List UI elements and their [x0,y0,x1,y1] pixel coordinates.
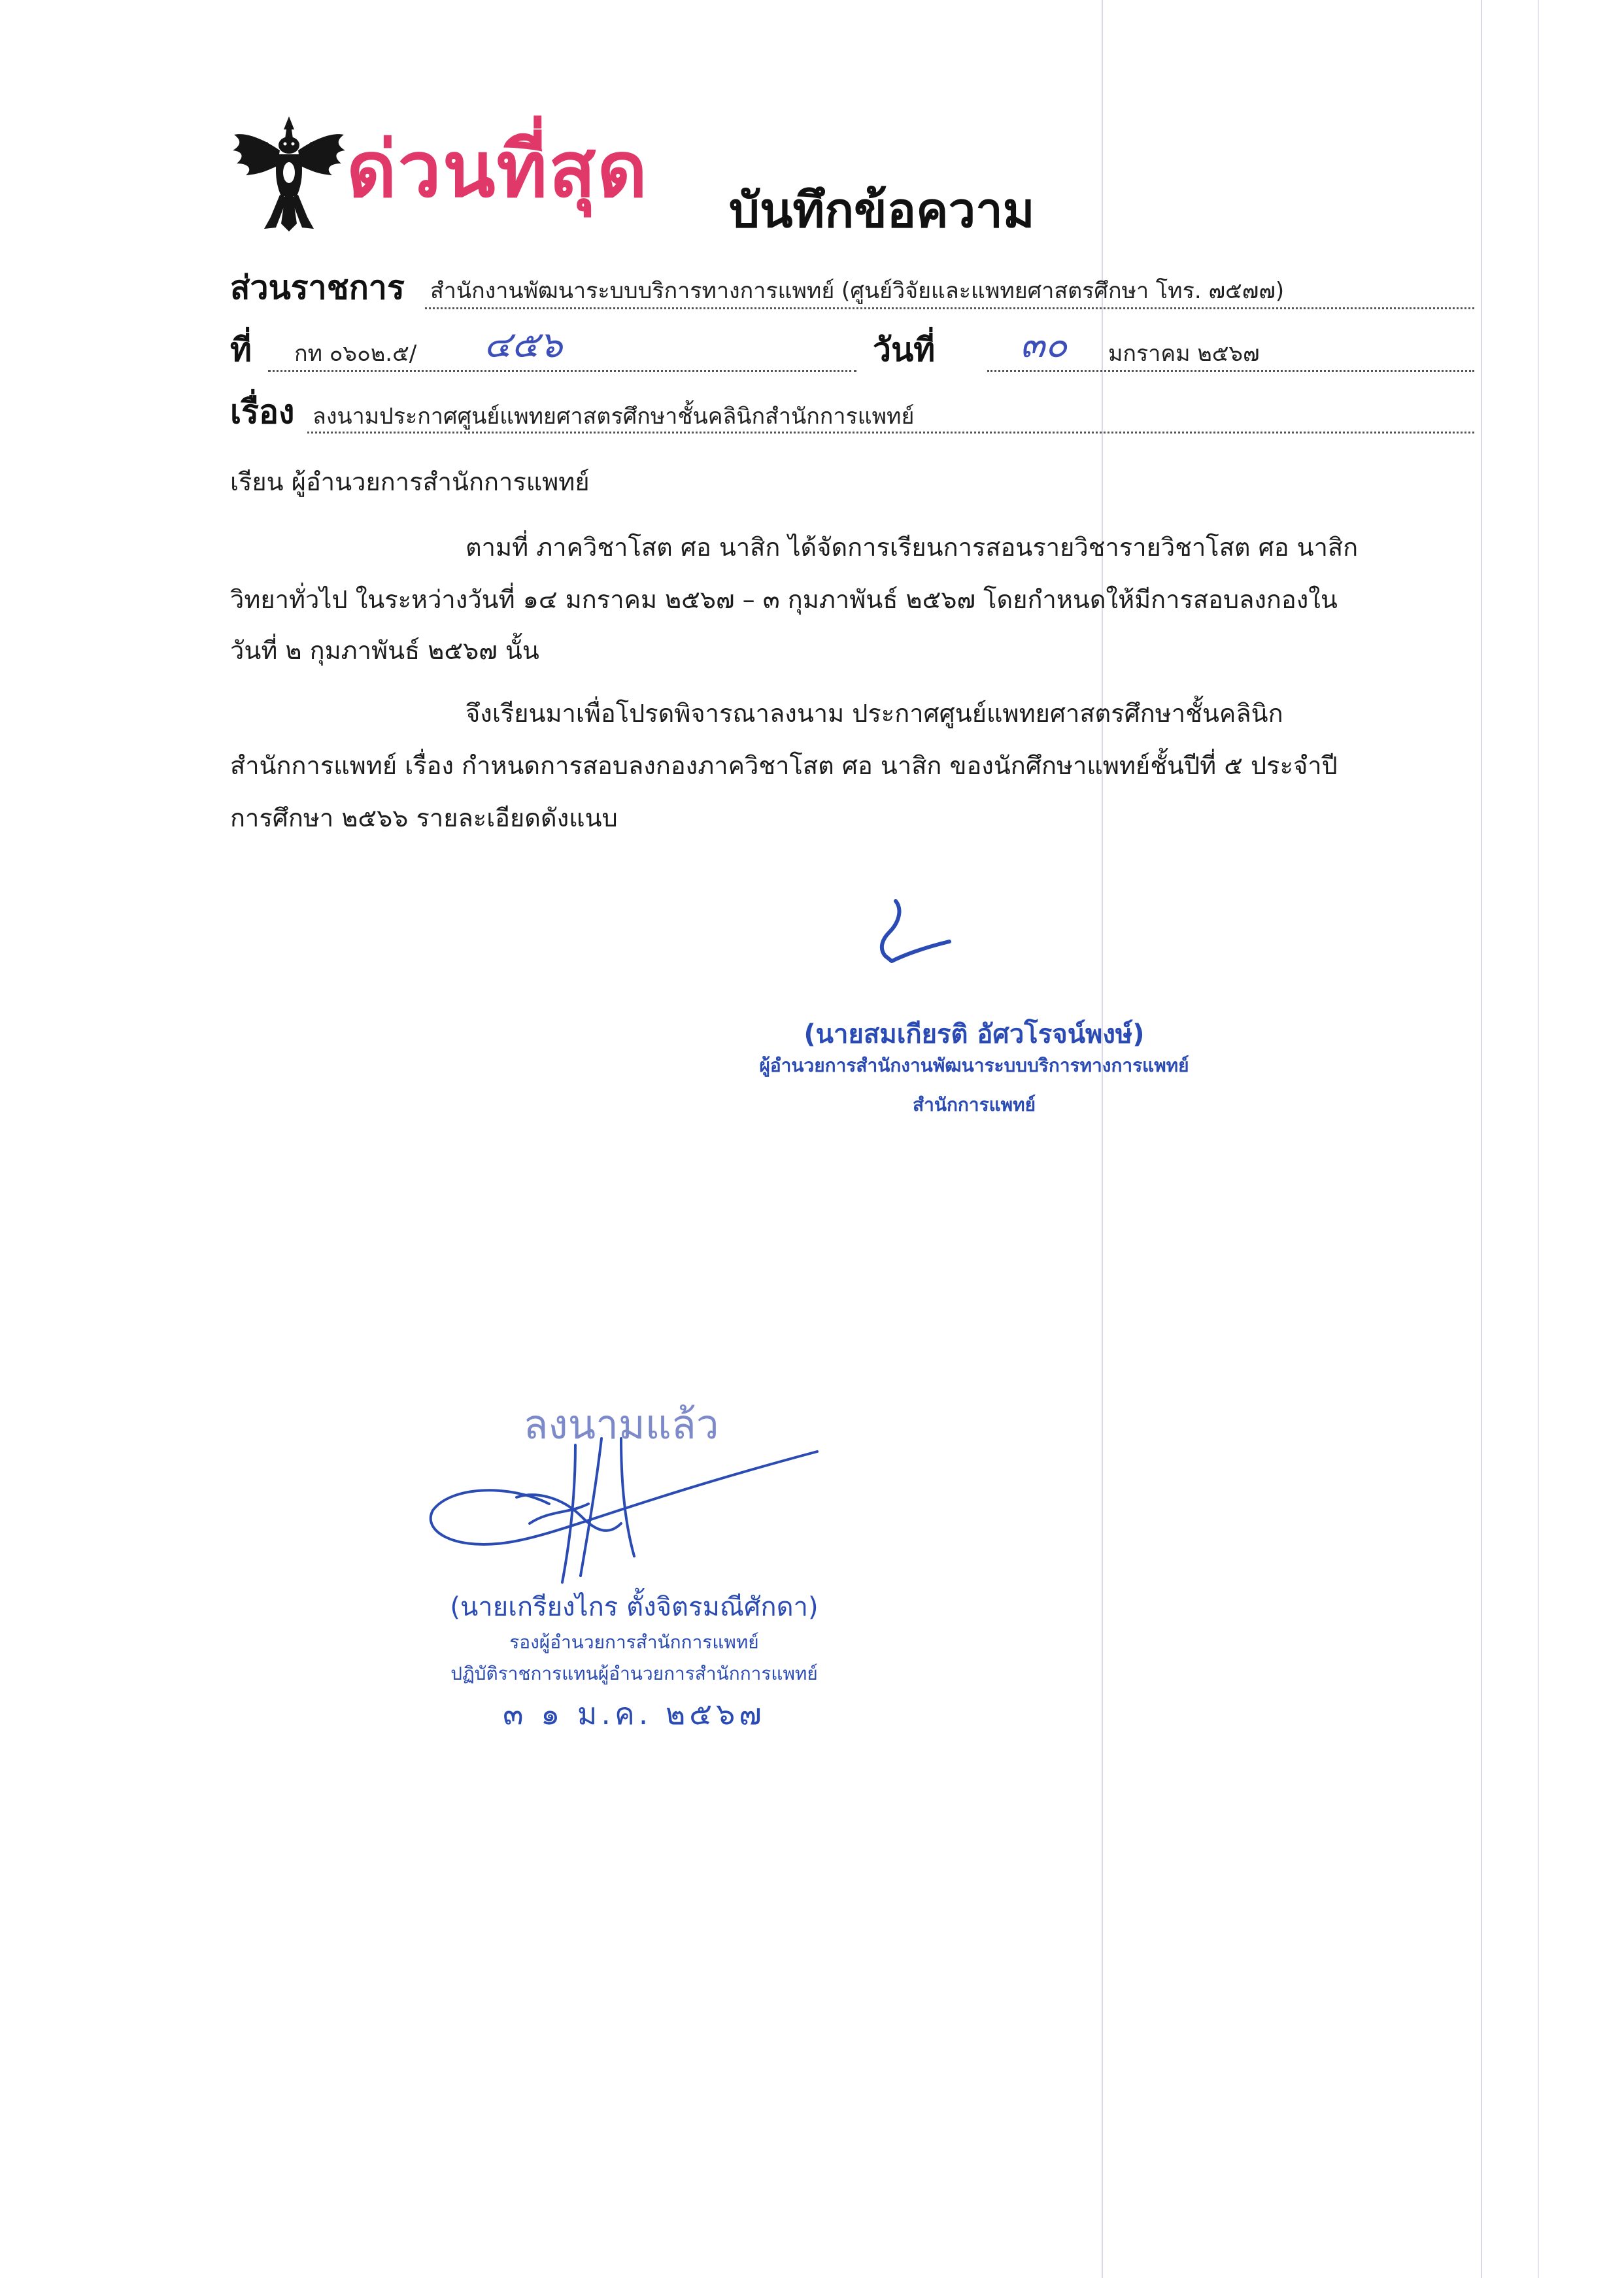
paragraph-line: วันที่ ๒ กุมภาพันธ์ ๒๕๖๗ นั้น [230,636,539,665]
urgent-stamp: ด่วนที่สุด [347,124,649,214]
scan-line [1538,0,1539,2278]
dotted-line [987,370,1474,372]
signature-mark-deputy [425,1425,830,1595]
scan-line [1102,0,1103,2278]
paragraph-line: การศึกษา ๒๕๖๖ รายละเอียดดังแนบ [230,804,618,832]
date-value: มกราคม ๒๕๖๗ [1108,341,1260,367]
garuda-emblem-icon [230,112,348,233]
deputy-name: (นายเกรียงไกร ตั้งจิตรมณีศักดา) [450,1592,819,1622]
ref-label: ที่ [230,331,252,369]
signatory-office: สำนักการแพทย์ [913,1094,1036,1115]
ref-value: กท ๐๖๐๒.๕/ [294,341,417,367]
department-value: สำนักงานพัฒนาระบบบริการทางการแพทย์ (ศูนย์วิจัยและแพทยศาสตรศึกษา โทร. ๗๕๗๗) [430,278,1285,304]
paragraph-line: จึงเรียนมาเพื่อโปรดพิจารณาลงนาม ประกาศศูนย์แพทยศาสตรศึกษาชั้นคลินิก [465,699,1283,728]
signed-stamp: ลงนามแล้ว [523,1401,719,1448]
signed-date-stamp: ๓ ๑ ม.ค. ๒๕๖๗ [503,1696,766,1731]
dotted-line [425,307,1474,309]
department-label: ส่วนราชการ [230,269,405,307]
signature-mark-director [876,896,968,987]
paragraph-line: วิทยาทั่วไป ในระหว่างวันที่ ๑๔ มกราคม ๒๕๖๗ – ๓ กุมภาพันธ์ ๒๕๖๗ โดยกำหนดให้มีการสอบลงกองใน [230,585,1338,614]
date-label: วันที่ [873,331,936,369]
salutation: เรียน ผู้อำนวยการสำนักการแพทย์ [230,468,590,496]
subject-label: เรื่อง [230,393,295,431]
signatory-position: ผู้อำนวยการสำนักงานพัฒนาระบบบริการทางการแพทย์ [759,1055,1189,1076]
dotted-line [307,432,1474,434]
date-handwritten: ๓๐ [1020,324,1068,366]
deputy-position: รองผู้อำนวยการสำนักการแพทย์ [509,1631,759,1653]
ref-handwritten: ๔๕๖ [484,324,563,366]
paragraph-line: ตามที่ ภาควิชาโสต ศอ นาสิก ได้จัดการเรียนการสอนรายวิชารายวิชาโสต ศอ นาสิก [465,533,1359,562]
subject-value: ลงนามประกาศศูนย์แพทยศาสตรศึกษาชั้นคลินิกสำนักการแพทย์ [313,403,915,430]
deputy-acting: ปฏิบัติราชการแทนผู้อำนวยการสำนักการแพทย์ [450,1663,818,1684]
document-title: บันทึกข้อความ [729,182,1035,239]
paragraph-line: สำนักการแพทย์ เรื่อง กำหนดการสอบลงกองภาควิชาโสต ศอ นาสิก ของนักศึกษาแพทย์ชั้นปีที่ ๕ ประจำปี [230,751,1338,780]
dotted-line [268,370,856,372]
signatory-name: (นายสมเกียรติ อัศวโรจน์พงษ์) [804,1019,1145,1049]
scan-line [1481,0,1482,2278]
